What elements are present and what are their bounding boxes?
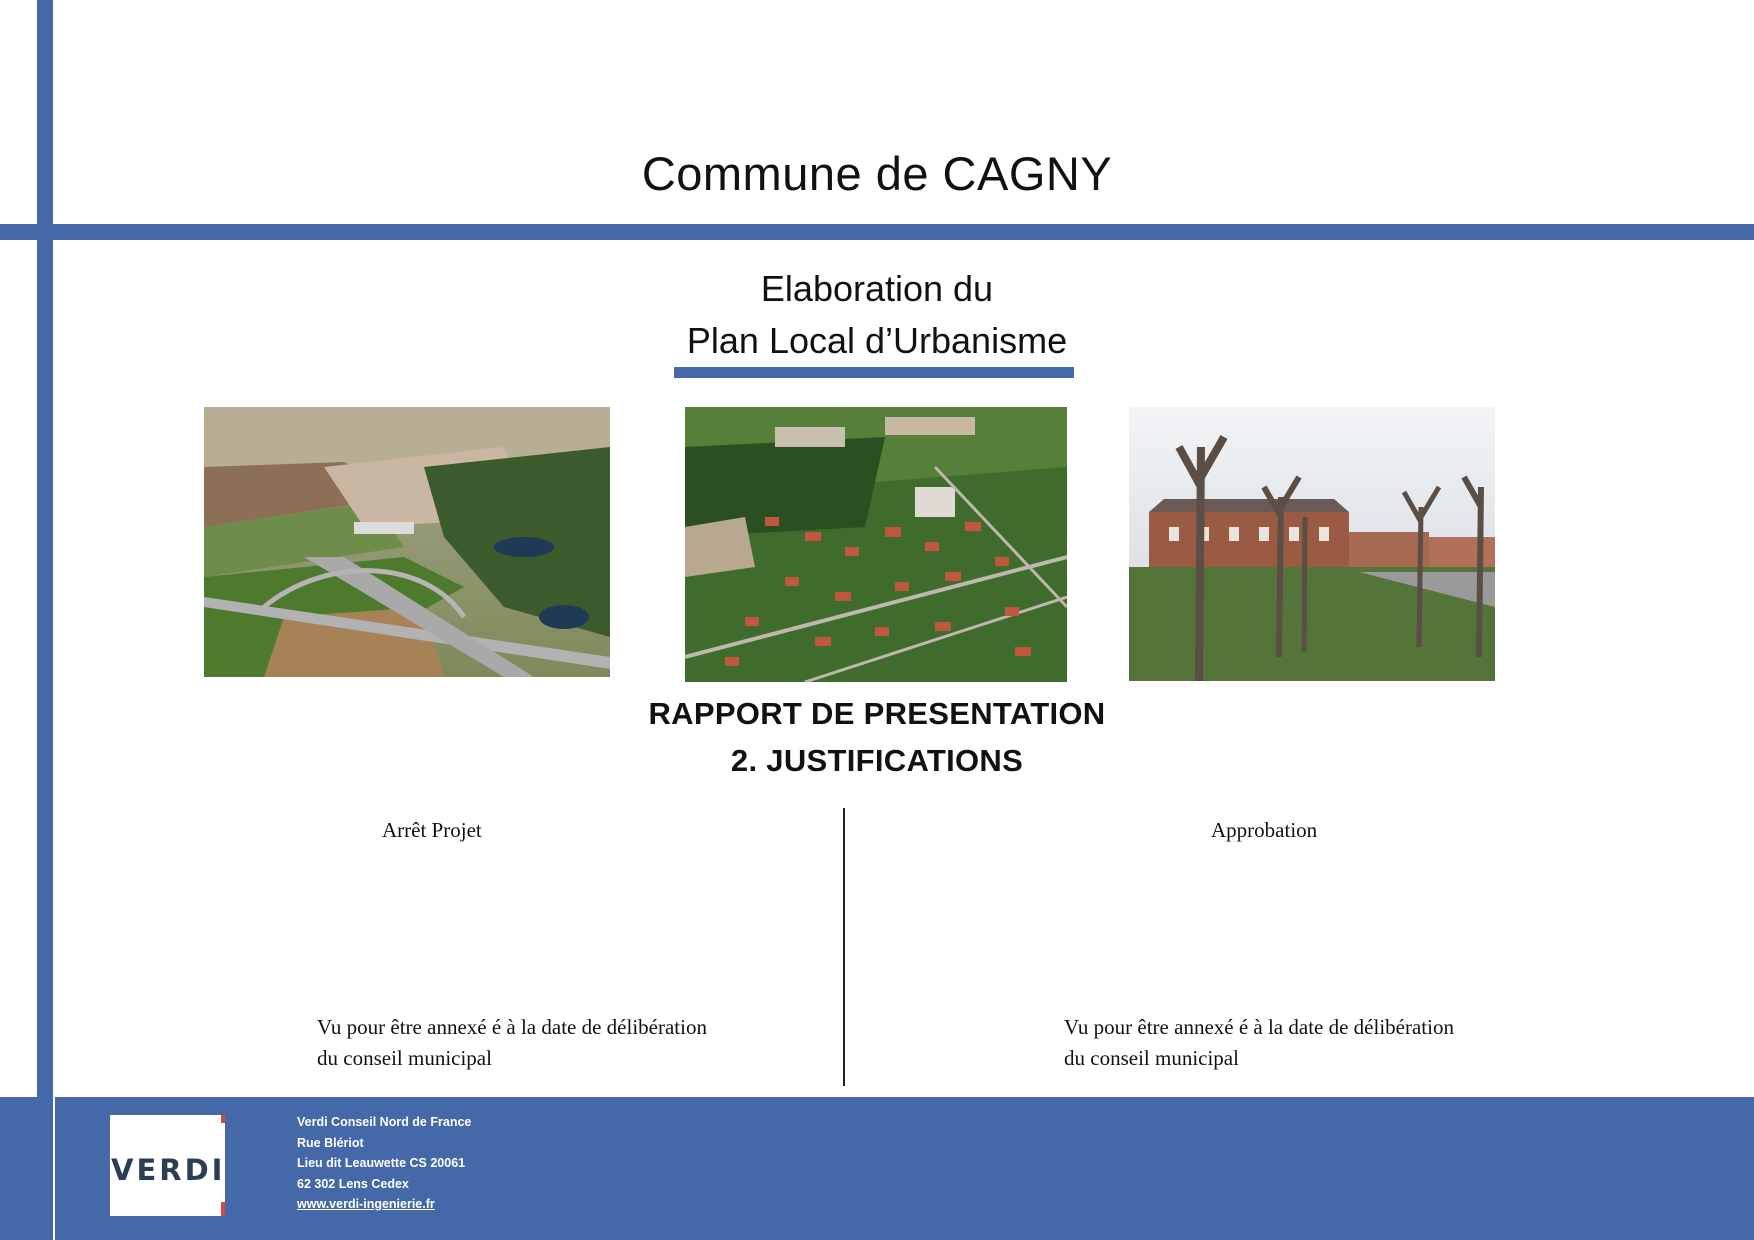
company-address <box>297 1112 471 1215</box>
logo-red-accent-top <box>221 1115 225 1123</box>
footer-accent-bar <box>37 1097 53 1240</box>
address-locality: Lieu dit Leauwette CS 20061 <box>297 1156 466 1170</box>
report-title: RAPPORT DE PRESENTATION <box>648 696 1106 731</box>
right-annex-note-line-2: du conseil municipal <box>1064 1046 1239 1070</box>
address-city: 62 302 Lens Cedex <box>297 1176 409 1191</box>
aerial-photo-highway <box>204 407 610 677</box>
report-subtitle: 2. JUSTIFICATIONS <box>730 743 1024 778</box>
right-annex-note-line-1: Vu pour être annexé é à la date de délibération <box>1064 1015 1454 1039</box>
right-annex-note <box>1064 1012 1454 1074</box>
document-title: Commune de CAGNY <box>641 147 1113 200</box>
column-divider <box>843 808 845 1086</box>
website-link[interactable]: www.verdi-ingenierie.fr <box>297 1197 435 1211</box>
left-annex-note-line-2: du conseil municipal <box>317 1046 492 1070</box>
subtitle-line-2: Plan Local d’Urbanisme <box>686 320 1068 361</box>
logo-red-accent-bottom <box>221 1202 225 1216</box>
address-street: Rue Blériot <box>297 1135 364 1150</box>
aerial-photo-village <box>685 407 1067 682</box>
photo-town-hall <box>1129 407 1495 681</box>
footer-band <box>0 1097 1754 1240</box>
left-annex-note-line-1: Vu pour être annexé é à la date de délibération <box>317 1015 707 1039</box>
left-annex-note <box>317 1012 707 1074</box>
subtitle-line-1: Elaboration du <box>760 268 994 309</box>
logo-wordmark: VERDI <box>111 1153 226 1187</box>
company-name: Verdi Conseil Nord de France <box>297 1115 472 1129</box>
subtitle-underline <box>674 367 1074 378</box>
header-divider-bar <box>0 224 1754 240</box>
approbation-label: Approbation <box>1211 818 1318 842</box>
arret-projet-label: Arrêt Projet <box>382 818 482 842</box>
verdi-logo <box>110 1115 225 1216</box>
footer-separator-line <box>53 1097 55 1240</box>
